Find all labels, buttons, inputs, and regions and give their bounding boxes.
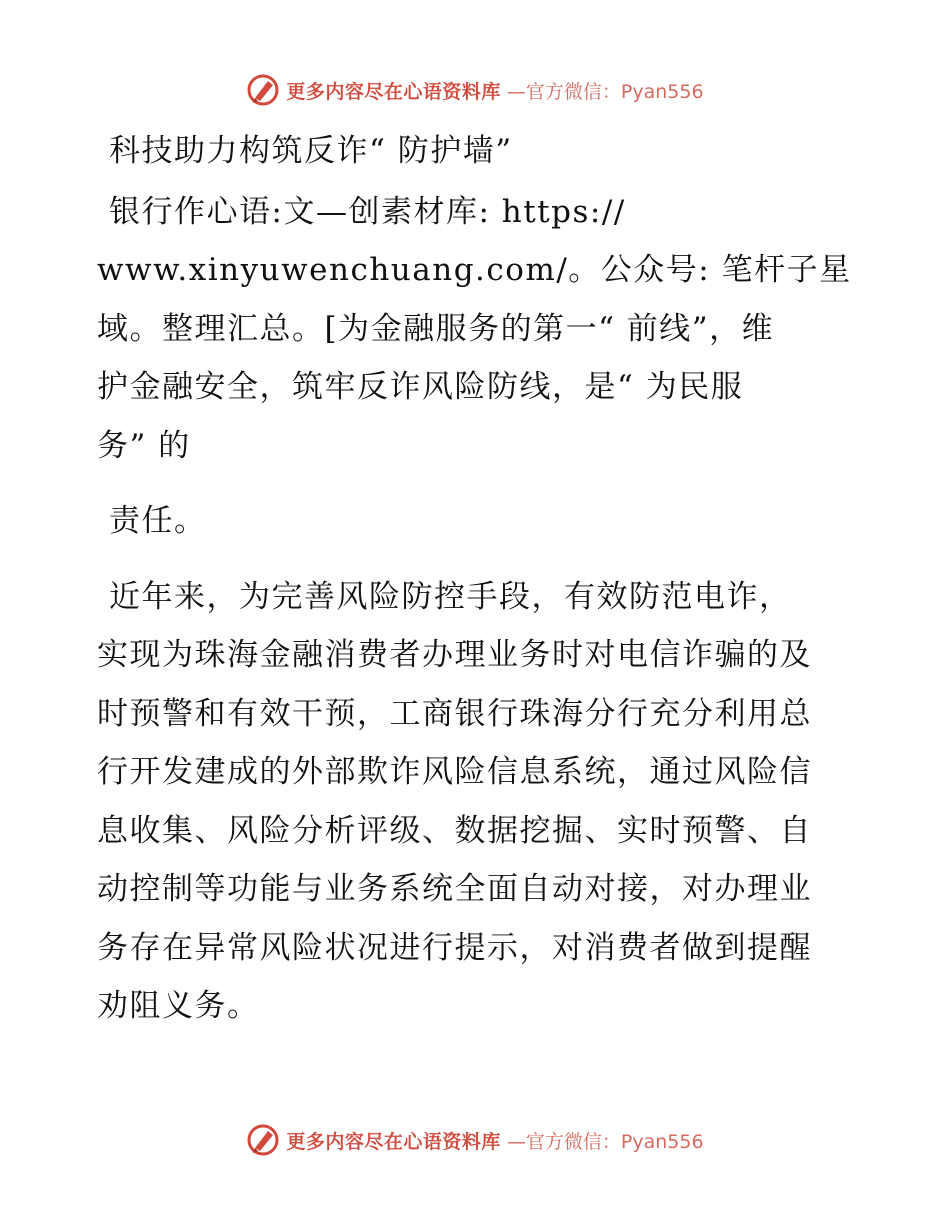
paragraph-3: 近年来，为完善风险防控手段，有效防范电诈， 实现为珠海金融消费者办理业务时对电信诈骗的及 时预警和有效干预，工商银行珠海分行充分利用总 行开发建成的外部欺诈风险信息系统，通过风险信 息收集、风险分析评级、数据挖掘、实时预警、自 动控制等功能与业务系统全面自动对接，对办理业 务存在异常风险状况进行提示，对消费者做到提醒 劝阻义务。 — [97, 578, 812, 1024]
document-body — [97, 122, 857, 1036]
pen-logo-icon — [246, 73, 280, 107]
document-title: 科技助力构筑反诈“ 防护墙” — [109, 133, 513, 169]
footer-wechat-text: —官方微信：Pyan556 — [506, 1130, 704, 1153]
header-wechat-text: —官方微信：Pyan556 — [506, 80, 704, 103]
pen-logo-icon — [246, 1123, 280, 1157]
footer-banner — [0, 1120, 950, 1160]
paragraph-1: 银行作心语:文—创素材库: https:// www.xinyuwenchuang.com/。公众号: 笔杆子星 域。整理汇总。[为金融服务的第一“ 前线”，维 护金融安全，筑牢反诈风险防线，是“ 为民服 务” 的 — [97, 193, 852, 464]
paragraph-2: 责任。 — [109, 503, 207, 539]
header-brand-text: 更多内容尽在心语资料库 — [286, 80, 501, 103]
header-banner — [0, 70, 950, 110]
footer-brand-text: 更多内容尽在心语资料库 — [286, 1130, 501, 1153]
